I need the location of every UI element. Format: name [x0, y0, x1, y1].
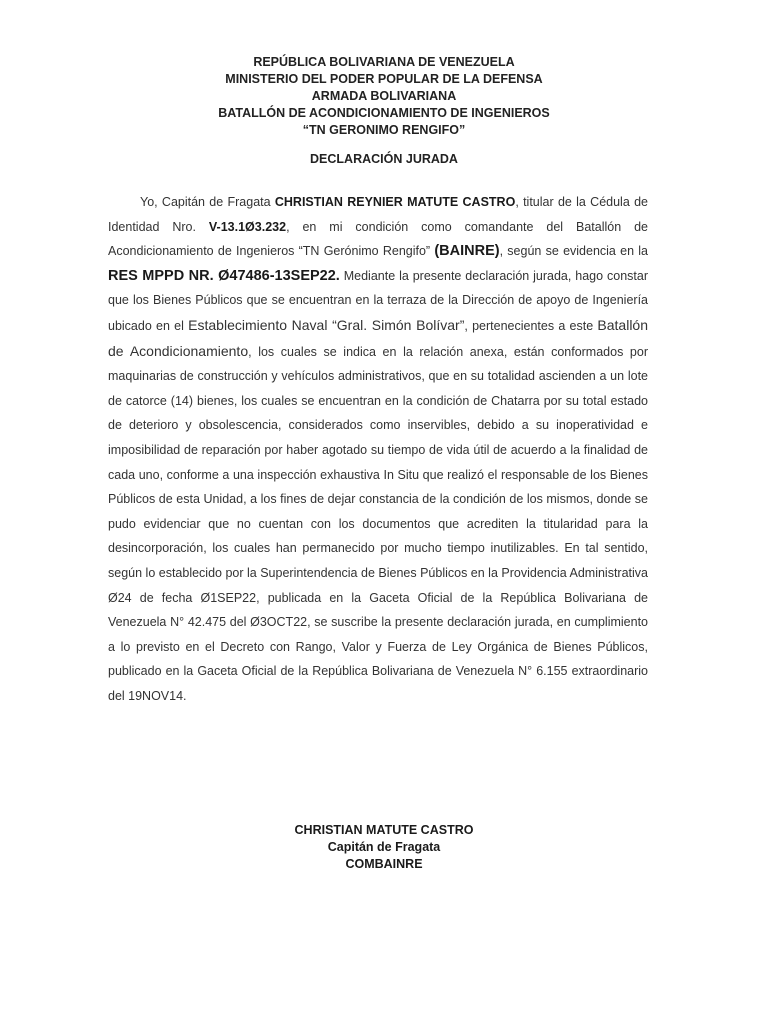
- header-line-battalion: BATALLÓN DE ACONDICIONAMIENTO DE INGENIEROS: [218, 106, 550, 120]
- body-text-segment: Yo, Capitán de Fragata: [140, 195, 275, 209]
- body-text-segment: Mediante la presente declaración jurada, hago constar que los Bienes Públicos que se encuentran en la terraza de la Dirección de apoyo de Ingeniería ubicado en el: [108, 268, 648, 333]
- signature-block: [0, 822, 768, 873]
- signatory-role: COMBAINRE: [345, 857, 423, 871]
- declaration-body: [108, 190, 648, 708]
- header-line-unit-name: “TN GERONIMO RENGIFO”: [302, 123, 466, 137]
- body-text-segment: , los cuales se indica en la relación anexa, están conformados por maquinarias de construcción y vehículos administrativos, que en su totalidad ascienden a un lote de catorce (14) bienes, los cuales se encuentran en la condición de Chatarra por su total estado de deterioro y obsolescencia, considerados como inservibles, debido a su inoperatividad e imposibilidad de reparación por haber agotado su tiempo de vida útil de acuerdo a la finalidad de cada uno, conforme a una inspección exhaustiva In Situ que realizó el responsable de los Bienes Públicos de esta Unidad, a los fines de dejar constancia de la condición de los mismos, donde se pudo evidenciar que no cuentan con los documentos que acrediten la titularidad para la desincorporación, los cuales han permanecido por mucho tiempo inutilizables. En tal sentido, según lo establecido por la Superintendencia de Bienes Públicos en la Providencia Administrativa Ø24 de fecha Ø1SEP22, publicada en la Gaceta Oficial de la República Bolivariana de Venezuela N° 42.475 del Ø3OCT22, se suscribe la presente declaración jurada, en cumplimiento a lo previsto en el Decreto con Rango, Valor y Fuerza de Ley Orgánica de Bienes Públicos, publicado en la Gaceta Oficial de la República Bolivariana de Venezuela N° 6.155 extraordinario del 19NOV14.: [108, 344, 648, 703]
- header-line-navy: ARMADA BOLIVARIANA: [311, 89, 457, 103]
- header-line-republic: REPÚBLICA BOLIVARIANA DE VENEZUELA: [253, 55, 515, 69]
- body-text-segment: , según se evidencia en la: [499, 244, 649, 259]
- battalion-name: Batallón de Acondicionamiento: [108, 316, 648, 359]
- document-header: [0, 54, 768, 139]
- unit-acronym: (BAINRE): [434, 243, 500, 260]
- resolution-reference: RES MPPD NR. Ø47486-13SEP22.: [108, 267, 340, 284]
- identity-card-number: V-13.1Ø3.232: [208, 219, 287, 234]
- body-text-segment: , en mi condición como comandante del Batallón de Acondicionamiento de Ingenieros “TN Gerónimo Rengifo”: [108, 219, 648, 259]
- body-text-segment: , pertenecientes a este: [464, 318, 598, 333]
- establishment-name: Establecimiento Naval “Gral. Simón Bolívar”: [188, 316, 465, 333]
- signatory-rank: Capitán de Fragata: [327, 840, 441, 854]
- document-title: DECLARACIÓN JURADA: [310, 152, 458, 166]
- declarant-full-name: CHRISTIAN REYNIER MATUTE CASTRO: [274, 195, 516, 209]
- signatory-name: CHRISTIAN MATUTE CASTRO: [294, 823, 474, 837]
- body-text-segment: , titular de la Cédula de Identidad Nro.: [108, 195, 648, 234]
- header-line-ministry: MINISTERIO DEL PODER POPULAR DE LA DEFENSA: [225, 72, 543, 86]
